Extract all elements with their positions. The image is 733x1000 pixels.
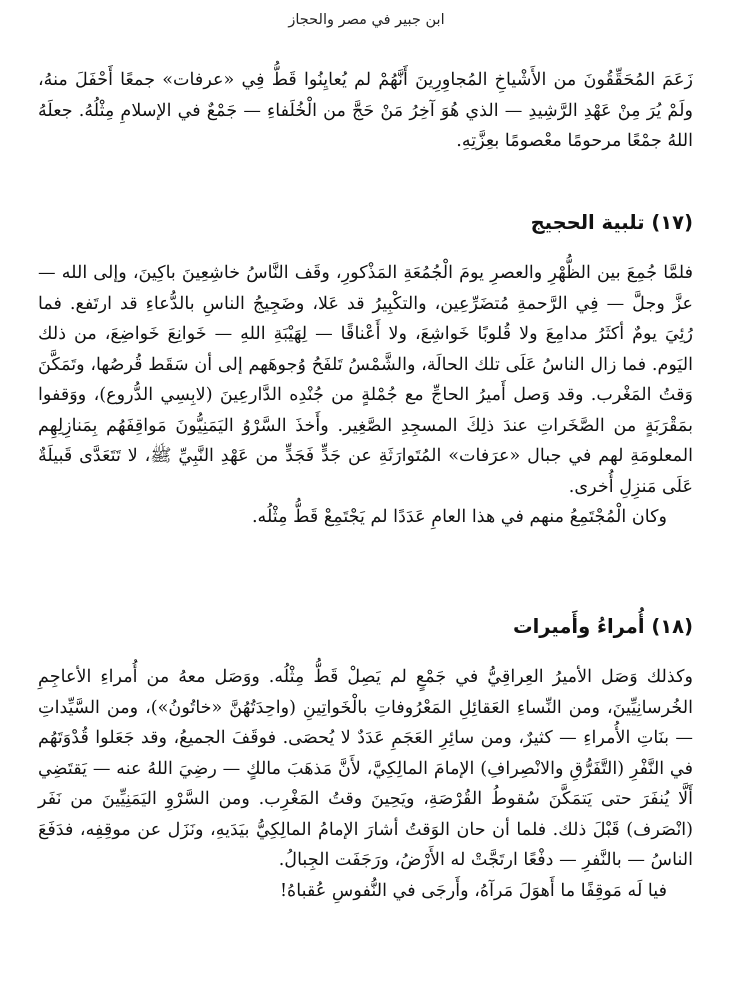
section-17-paragraph-2: وكان الْمُجْتَمِعُ منهم في هذا العامِ عَدَدًا لم يَجْتَمِعْ قَطُّ مِثْلُه.	[251, 507, 667, 527]
section-17-paragraph-1: فلمَّا جُمِعَ بين الظُّهْرِ والعصرِ يومَ الْجُمُعَةِ المَذْكورِ، وقَف النَّاسُ خاشِعِينَ باكِينَ، وإلى الله — عزَّ وجلَّ — فِي الرَّحمةِ مُتضَرِّعِين، والتكْبِيرُ قد عَلا، وضَجِيجُ الناسِ بالدُّعاءِ قد ارتَفع. فما رُئِيَ يومٌ أكثَرُ مدامِعَ ولا قُلوبًا خَواشِعَ، ولا أَعْناقًا — لِهَيْبَةِ اللهِ — خَوانِعَ خَواضِعَ، من ذلك اليَوم. فما زال الناسُ عَلَى تلك الحالَة، والشَّمْسُ تَلفَحُ وُجوهَهم إلى أن سَقَط قُرصُها، وتَمَكَّنَ وَقتُ المَغْرب. وقد وَصل أَميرُ الحاجِّ مع جُمْلةٍ من جُنْدِه الدَّارعِينَ (لابِسِي الدُّروع)، ووَقفوا بمَقْرَبَةٍ من الصَّخَراتِ عندَ ذلِكَ المسجِدِ الصَّغِير. وأَخذَ السَّرْوُ اليَمَنِيُّونَ مَواقِفَهُم بِمَنازِلِهِم المعلومَةِ لهم في جبال «عرَفات» المُتَوارَثَةِ عن جَدٍّ فَجَدٍّ من عَهْدِ النَّبِيِّ ﷺ، لا تَتَعَدَّى قَبيلَةٌ عَلَى مَنزِلِ أُخرى.	[38, 263, 693, 497]
intro-paragraph: زَعَمَ المُحَقِّقُونَ من الأَشْياخِ المُجاوِرِينَ أَنَّهُمْ لم يُعايِنُوا قَطُّ فِي «عرفات» جمعًا أَحْفَلَ منهُ، ولَمْ يُرَ مِنْ عَهْدِ الرَّشِيدِ — الذي هُوَ آخِرُ مَنْ حَجَّ من الْخُلَفاءِ — جَمْعٌ في الإسلامِ مِثْلُهُ. جعلَهُ اللهُ جمْعًا مرحومًا معْصومًا بعِزَّتِهِ.	[38, 70, 693, 151]
section-18-paragraph-2: فيا لَه مَوقِفًا ما أَهوَلَ مَرآهُ، وأَرجَى في النُّفوسِ عُقباهُ!	[279, 880, 667, 901]
section-18-text-block	[38, 662, 693, 906]
running-head: ابن جبير في مصر والحجاز	[288, 12, 445, 28]
intro-text-block	[38, 65, 693, 157]
section-17-text-block	[38, 258, 693, 533]
section-18-heading: (١٨) أُمراءُ وأَميرات	[512, 615, 693, 638]
section-17-heading: (١٧) تلبية الحجيج	[530, 211, 693, 234]
section-18-paragraph-1: وكذلك وَصَل الأميرُ العِراقِيُّ في جَمْعٍ لم يَصِلْ قَطُّ مِثْلُه. ووَصَل معهُ من أُمراءِ الأعاجِمِ الخُرسانِيِّينَ، ومن النِّساءِ العَقائِلِ المَعْرُوفاتِ بالْخَواتِينِ (واحِدَتُهُنَّ «خاتُونُ»)، ومن السَّيِّداتِ — بنَاتِ الأُمراءِ — كثيرٌ، ومن سائِرِ العَجَمِ عَدَدٌ لا يُحصَى. فوقَفَ الجميعُ، وقد جَعَلوا قُدْوَتَهُم في النَّفْرِ (التَّفَرُّقِ والانْصِرافِ) الإمامَ المالِكِيَّ، لأَنَّ مَذهَبَ مالكٍ — رضِيَ اللهُ عنه — يَقتَضِي أَلَّا يُنفَرَ حتى يَتمَكَّنَ سُقوطُ القُرْصَةِ، ويَحِينَ وقتُ المَغْرِب. ومن السَّرْوِ اليَمَنِيِّينَ من نَفَر (انْصَرف) قَبْلَ ذلك. فلما أن حان الوَقتُ أشارَ الإمامُ المالِكِيُّ بيَدَيهِ، ونَزَل عن موقِفِه، فدَفَعَ الناسُ — بالنَّفرِ — دفْعًا ارتَجَّتْ له الأَرْضُ، ورَجَفَت الجِبالُ.	[38, 667, 693, 870]
